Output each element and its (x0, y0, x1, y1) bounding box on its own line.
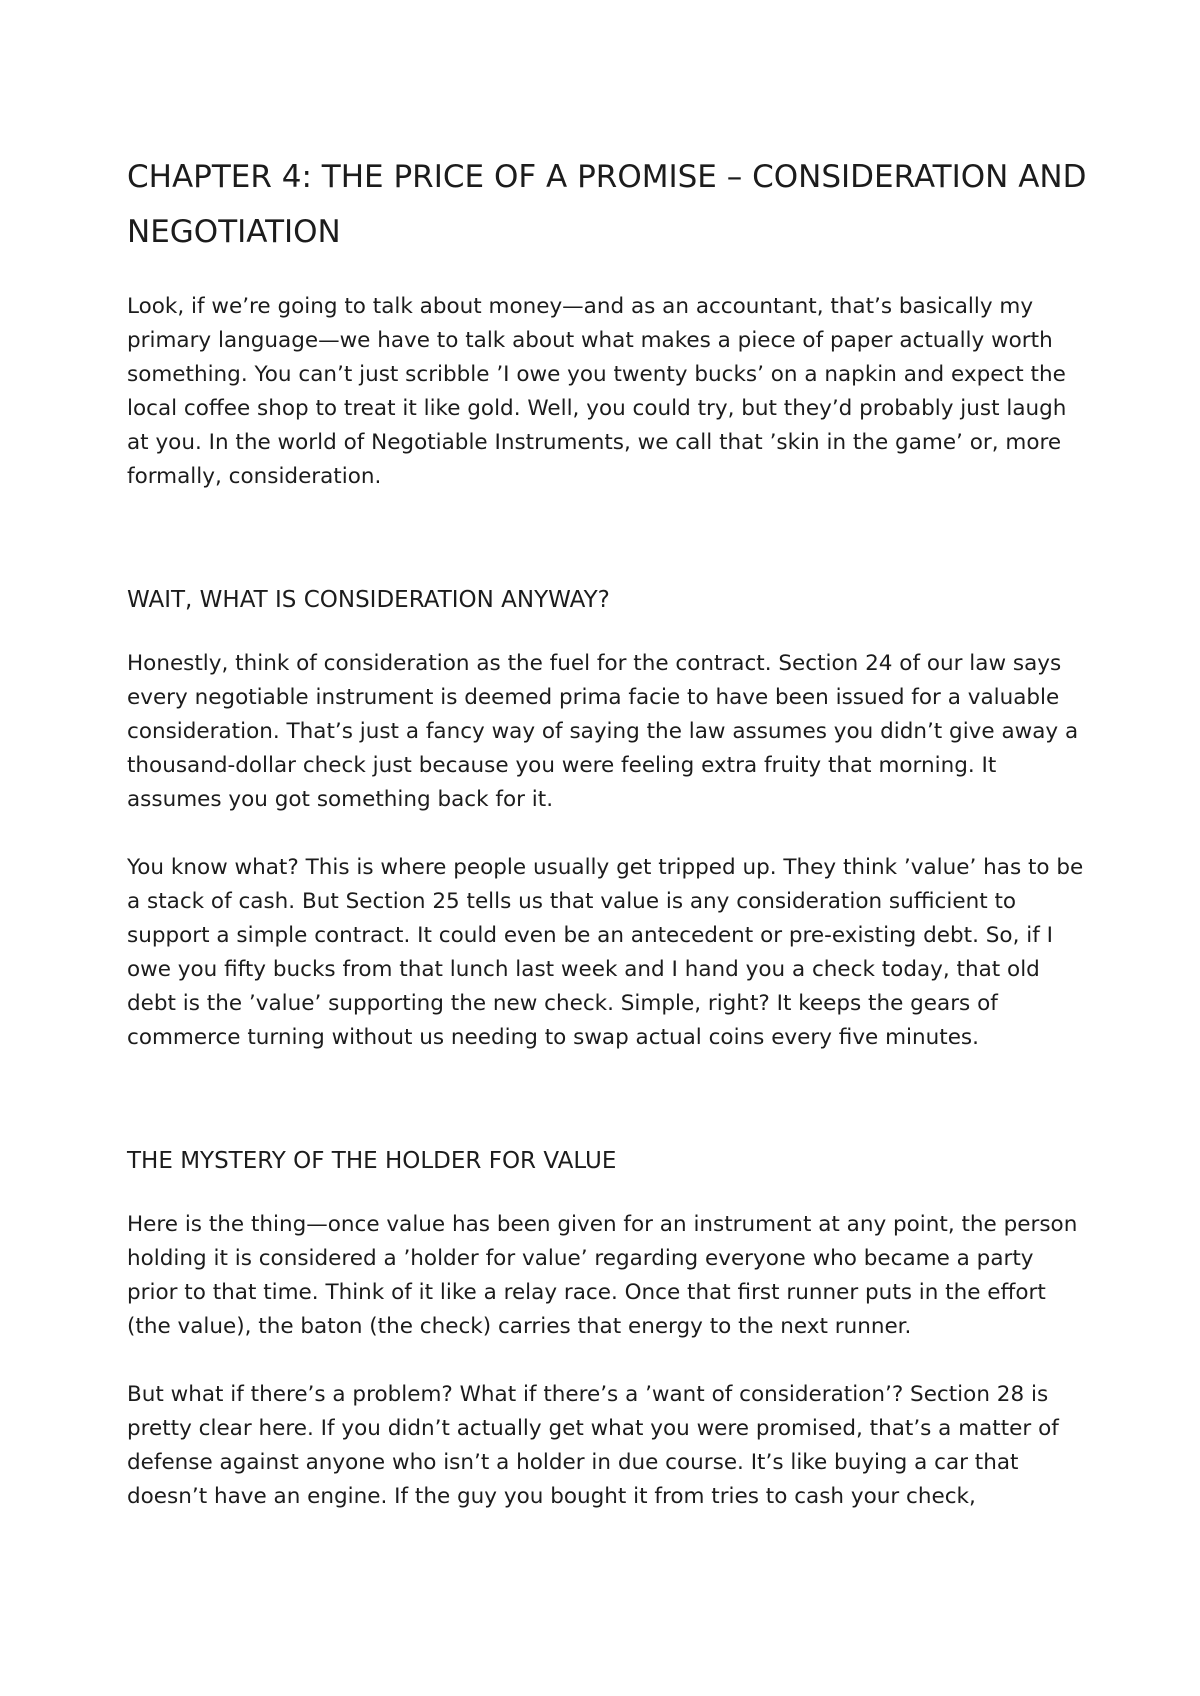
chapter-title: CHAPTER 4: THE PRICE OF A PROMISE – CONSIDERATION AND NEGOTIATION (127, 159, 1087, 250)
body-paragraph: Honestly, think of consideration as the fuel for the contract. Section 24 of our law says every negotiable instrument is deemed prima facie to have been issued for a valuable consideration. That’s just a fancy way of saying the law assumes you didn’t give away a thousand-dollar check just because you were feeling extra fruity that morning. It assumes you got something back for it. (127, 651, 1079, 812)
body-paragraph: You know what? This is where people usually get tripped up. They think ’value’ has to be a stack of cash. But Section 25 tells us that value is any consideration sufficient to support a simple contract. It could even be an antecedent or pre-existing debt. So, if I owe you fifty bucks from that lunch last week and I hand you a check today, that old debt is the ’value’ supporting the new check. Simple, right? It keeps the gears of commerce turning without us needing to swap actual coins every five minutes. (127, 855, 1084, 1050)
section-heading: THE MYSTERY OF THE HOLDER FOR VALUE (127, 1148, 617, 1174)
body-paragraph: But what if there’s a problem? What if there’s a ’want of consideration’? Section 28 is pretty clear here. If you didn’t actually get what you were promised, that’s a matter of defense against anyone who isn’t a holder in due course. It’s like buying a car that doesn’t have an engine. If the guy you bought it from tries to cash your check, (127, 1382, 1059, 1509)
section-heading: WAIT, WHAT IS CONSIDERATION ANYWAY? (127, 587, 610, 613)
document-page (127, 150, 1087, 1514)
body-paragraph: Here is the thing—once value has been given for an instrument at any point, the person holding it is considered a ’holder for value’ regarding everyone who became a party prior to that time. Think of it like a relay race. Once that first runner puts in the effort (the value), the baton (the check) carries that energy to the next runner. (127, 1212, 1078, 1339)
intro-paragraph: Look, if we’re going to talk about money—and as an accountant, that’s basically my primary language—we have to talk about what makes a piece of paper actually worth something. You can’t just scribble ’I owe you twenty bucks’ on a napkin and expect the local coffee shop to treat it like gold. Well, you could try, but they’d probably just laugh at you. In the world of Negotiable Instruments, we call that ’skin in the game’ or, more formally, consideration. (127, 294, 1067, 489)
